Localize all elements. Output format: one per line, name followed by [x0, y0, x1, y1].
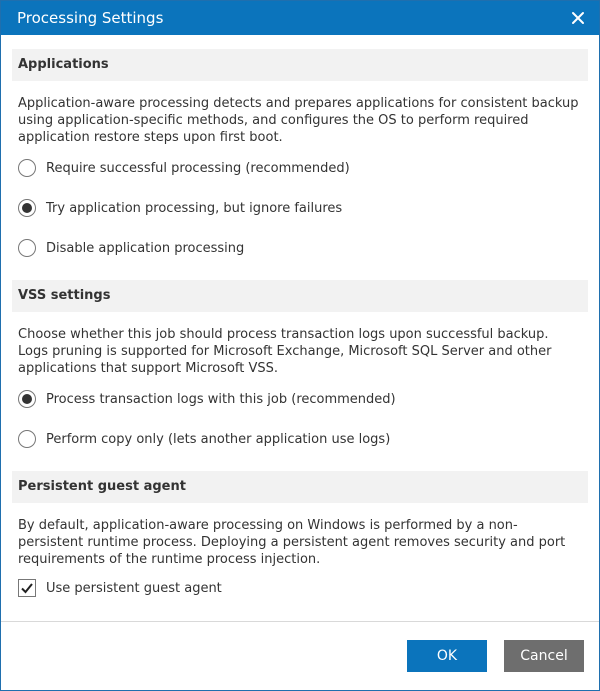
section-header-persistent-guest-agent: Persistent guest agent	[12, 471, 588, 503]
radio-button[interactable]	[18, 430, 36, 448]
radio-selected-dot	[22, 394, 32, 404]
radio-button[interactable]	[18, 239, 36, 257]
checkbox-use-persistent-guest-agent[interactable]	[12, 570, 588, 606]
checkbox[interactable]	[18, 579, 36, 597]
radio-perform-copy-only[interactable]	[12, 419, 588, 459]
radio-button[interactable]	[18, 159, 36, 177]
radio-button[interactable]	[18, 390, 36, 408]
cancel-button[interactable]: Cancel	[504, 640, 584, 672]
radio-process-transaction-logs[interactable]	[12, 379, 588, 419]
close-icon	[571, 11, 585, 25]
radio-require-successful-processing[interactable]	[12, 148, 588, 188]
ok-button[interactable]: OK	[407, 640, 487, 672]
vss-description: Choose whether this job should process transaction logs upon successful backup. Logs pruning is supported for Microsoft Exchange, Microsoft SQL Server and other applications that support Microsoft VSS.	[18, 327, 552, 376]
agent-description: By default, application-aware processing on Windows is performed by a non-persistent runtime process. Deploying a persistent agent removes security and port requirements of the runtime process injection.	[18, 518, 566, 567]
radio-disable-application-processing[interactable]	[12, 228, 588, 268]
checkmark-icon	[20, 581, 34, 595]
radio-label: Try application processing, but ignore failures	[46, 200, 343, 216]
dialog-body	[1, 35, 599, 606]
radio-try-application-processing[interactable]	[12, 188, 588, 228]
section-header-vss-settings: VSS settings	[12, 280, 588, 312]
close-button[interactable]	[567, 7, 589, 29]
section-header-applications: Applications	[12, 49, 588, 81]
radio-label: Perform copy only (lets another application use logs)	[46, 431, 391, 447]
radio-selected-dot	[22, 203, 32, 213]
radio-label: Require successful processing (recommended)	[46, 160, 350, 176]
checkbox-label: Use persistent guest agent	[46, 580, 222, 596]
applications-description: Application-aware processing detects and prepares applications for consistent backup using application-specific methods, and configures the OS to perform required application restore steps upon first boot.	[18, 96, 579, 145]
radio-label: Disable application processing	[46, 240, 245, 256]
dialog-footer	[1, 621, 599, 690]
dialog-title: Processing Settings	[17, 9, 164, 27]
radio-button[interactable]	[18, 199, 36, 217]
radio-label: Process transaction logs with this job (recommended)	[46, 391, 396, 407]
title-bar	[1, 1, 599, 35]
